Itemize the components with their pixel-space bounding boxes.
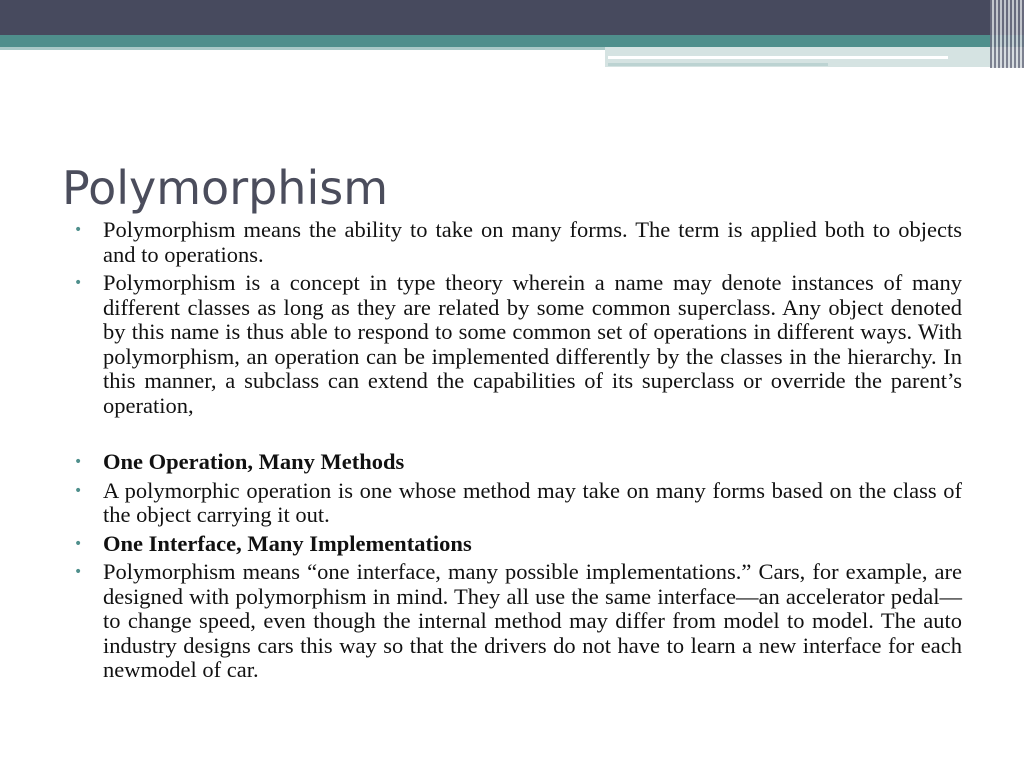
header-stripes (990, 0, 1024, 68)
bullet-icon: • (74, 275, 83, 291)
header-band-dark (0, 0, 1024, 35)
bullet-item (72, 479, 962, 528)
bullet-text: Polymorphism means the ability to take on many forms. The term is applied both to objects and to operations. (103, 217, 962, 267)
bullet-icon: • (74, 564, 83, 580)
bullet-item-heading (72, 450, 962, 475)
bullet-heading-text: One Interface, Many Implementations (103, 530, 472, 556)
bullet-icon: • (74, 454, 83, 470)
bullet-item (72, 560, 962, 683)
bullet-item (72, 271, 962, 418)
header-accent-line (608, 56, 948, 59)
bullet-item-heading (72, 532, 962, 557)
bullet-text: Polymorphism means “one interface, many possible implementations.” Cars, for example, are designed with polymorphism in mind. They all use the same interface—an accelerator pedal—to change speed, even though the internal method may differ from model to model. The auto industry designs cars this way so that the drivers do not have to learn a new interface for each newmodel of car. (103, 559, 962, 682)
header-band-teal (0, 35, 1024, 47)
bullet-icon: • (74, 535, 83, 552)
header-accent-line (608, 63, 828, 66)
bullet-text: A polymorphic operation is one whose method may take on many forms based on the class of the object carrying it out. (103, 477, 962, 527)
bullet-heading-text: One Operation, Many Methods (103, 449, 405, 474)
bullet-icon: • (74, 222, 83, 238)
bullet-text: Polymorphism is a concept in type theory wherein a name may denote instances of many different classes as long as they are related by some common superclass. Any object denoted by this name is thus able to respond to some common set of operations in different ways. With polymorphism, an operation can be implemented differently by the classes in the hierarchy. In this manner, a subclass can extend the capabilities of its superclass or override the parent’s operation, (103, 270, 962, 418)
bullet-icon: • (74, 482, 83, 499)
bullet-item (72, 218, 962, 267)
bullet-list (72, 218, 962, 687)
slide-title: Polymorphism (62, 161, 389, 215)
